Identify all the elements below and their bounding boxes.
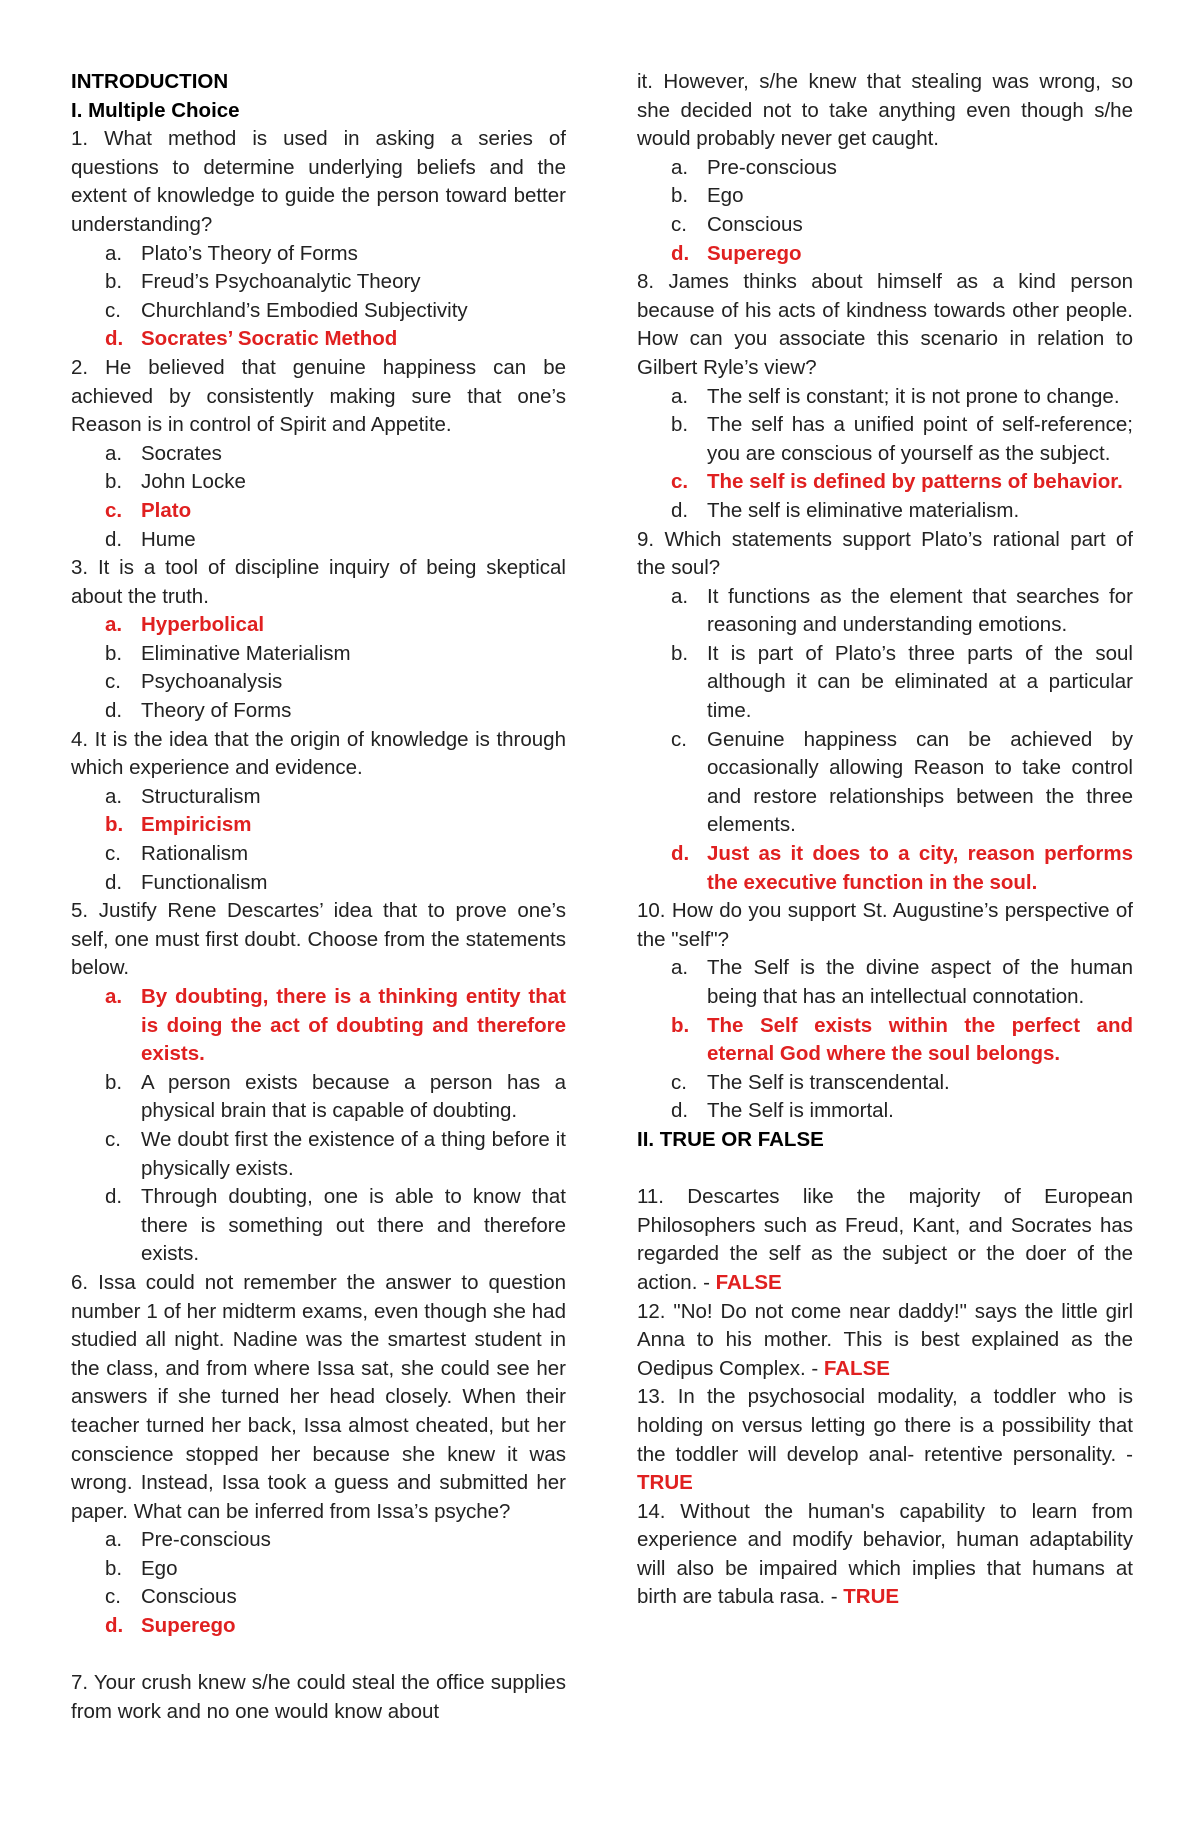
- question-text: 10. How do you support St. Augustine’s perspective of the "self"?: [637, 899, 1133, 951]
- option-letter: c.: [105, 842, 121, 866]
- option-text: Plato’s Theory of Forms: [141, 241, 358, 265]
- option-text: Conscious: [707, 212, 803, 236]
- option-text: Socrates’ Socratic Method: [141, 327, 398, 351]
- tf-statement: 12. "No! Do not come near daddy!" says the little girl Anna to his mother. This is best explained as the Oedipus Complex. -: [637, 1299, 1133, 1380]
- option-letter: d.: [105, 699, 123, 723]
- option-list: [637, 383, 1133, 526]
- tf-statement: 13. In the psychosocial modality, a toddler who is holding on versus letting go there is a possibility that the toddler will develop anal- retentive personality. -: [637, 1385, 1133, 1466]
- option-text: The self has a unified point of self-reference; you are conscious of yourself as the subject.: [707, 413, 1133, 465]
- option-letter: d.: [105, 527, 123, 551]
- option-letter: d.: [671, 498, 689, 522]
- option-letter: d.: [671, 842, 690, 866]
- option-letter: a.: [105, 613, 123, 637]
- option-list: [71, 1526, 566, 1640]
- option-text: Superego: [141, 1614, 236, 1638]
- option-a-answer: [71, 983, 566, 1069]
- option-letter: d.: [105, 327, 124, 351]
- option-letter: b.: [671, 641, 689, 665]
- option-letter: c.: [105, 298, 121, 322]
- question-7: [637, 68, 1133, 268]
- option-text: Socrates: [141, 441, 222, 465]
- question-3: [71, 554, 566, 726]
- option-text: A person exists because a person has a physical brain that is capable of doubting.: [141, 1070, 566, 1123]
- option-letter: a.: [671, 155, 689, 179]
- option-list: [71, 611, 566, 725]
- option-text: The Self is immortal.: [707, 1099, 894, 1123]
- option-c: [71, 840, 566, 869]
- option-text: We doubt first the existence of a thing before it physically exists.: [141, 1127, 566, 1180]
- question-6: [71, 1269, 566, 1641]
- option-b: [637, 640, 1133, 726]
- question-text: 2. He believed that genuine happiness can be achieved by consistently making sure that one’s Reason is in control of Spirit and Appetite.: [71, 355, 566, 437]
- question-5: [71, 897, 566, 1269]
- tf-item-13: [637, 1383, 1133, 1497]
- option-b: [637, 411, 1133, 468]
- blank-line: [637, 1155, 1133, 1184]
- option-letter: c.: [671, 212, 687, 236]
- option-text: Theory of Forms: [141, 699, 292, 723]
- option-letter: c.: [105, 1127, 121, 1151]
- option-letter: b.: [105, 1556, 123, 1580]
- option-d-answer: [71, 325, 566, 354]
- option-c-answer: [71, 497, 566, 526]
- option-letter: b.: [671, 184, 689, 208]
- option-a: [637, 383, 1133, 412]
- option-letter: c.: [671, 1070, 687, 1094]
- option-letter: d.: [105, 1614, 124, 1638]
- option-text: Superego: [707, 241, 802, 265]
- option-text: Churchland’s Embodied Subjectivity: [141, 298, 468, 322]
- option-text: Hume: [141, 527, 196, 551]
- question-7-text-continued: it. However, s/he knew that stealing was wrong, so she decided not to take anything even though s/he would probably never get caught.: [637, 70, 1133, 151]
- question-4: [71, 726, 566, 898]
- option-text: Pre-conscious: [707, 155, 837, 179]
- option-letter: a.: [105, 985, 123, 1008]
- tf-item-11: [637, 1183, 1133, 1297]
- option-text: Just as it does to a city, reason performs the executive function in the soul.: [707, 842, 1133, 894]
- option-text: Psychoanalysis: [141, 670, 283, 694]
- option-letter: c.: [105, 498, 123, 522]
- option-a: [637, 583, 1133, 640]
- tf-answer: TRUE: [843, 1585, 900, 1609]
- question-text: 4. It is the idea that the origin of knowledge is through which experience and evidence.: [71, 727, 566, 780]
- question-text: 3. It is a tool of discipline inquiry of being skeptical about the truth.: [71, 556, 566, 608]
- question-8: [637, 268, 1133, 525]
- option-b: [71, 640, 566, 669]
- option-letter: d.: [105, 870, 123, 894]
- question-text: 6. Issa could not remember the answer to question number 1 of her midterm exams, even though she had studied all night. Nadine was the smartest student in the class, and from where Issa sat, she could see her answers if she turned her head closely. When their teacher turned her back, Issa almost cheated, but her conscience stopped her because she knew it was wrong. Instead, Issa took a guess and submitted her paper. What can be inferred from Issa’s psyche?: [71, 1270, 566, 1523]
- option-letter: b.: [105, 270, 123, 294]
- option-text: Genuine happiness can be achieved by occasionally allowing Reason to take control and restore relationships between the three elements.: [707, 727, 1133, 837]
- option-b: [637, 182, 1133, 211]
- option-text: By doubting, there is a thinking entity that is doing the act of doubting and therefore exists.: [141, 985, 566, 1066]
- option-list: [637, 583, 1133, 898]
- blank-line: [71, 1641, 566, 1670]
- option-a: [71, 783, 566, 812]
- left-column: [71, 68, 566, 1726]
- option-text: Functionalism: [141, 870, 268, 894]
- tf-answer: FALSE: [715, 1270, 782, 1294]
- option-letter: b.: [671, 413, 689, 437]
- option-a: [637, 154, 1133, 183]
- option-d: [637, 497, 1133, 526]
- option-text: Plato: [141, 498, 192, 522]
- question-2: [71, 354, 566, 554]
- option-b-answer: [71, 811, 566, 840]
- option-letter: a.: [671, 956, 689, 980]
- option-d: [637, 1097, 1133, 1126]
- option-letter: c.: [105, 1585, 121, 1609]
- right-column: [637, 68, 1133, 1612]
- option-text: It functions as the element that searches for reasoning and understanding emotions.: [707, 584, 1133, 637]
- question-9: [637, 526, 1133, 898]
- option-list: [71, 983, 566, 1269]
- tf-statement: 14. Without the human's capability to learn from experience and modify behavior, human adaptability will also be impaired which implies that humans at birth are tabula rasa. -: [637, 1499, 1133, 1609]
- option-letter: a.: [105, 241, 123, 265]
- option-text: Ego: [707, 184, 744, 208]
- option-letter: b.: [105, 1070, 123, 1094]
- option-letter: c.: [671, 727, 687, 751]
- option-letter: a.: [671, 384, 689, 408]
- option-text: The Self exists within the perfect and eternal God where the soul belongs.: [707, 1013, 1133, 1066]
- option-letter: a.: [105, 441, 123, 465]
- question-10: [637, 897, 1133, 1126]
- option-d: [71, 869, 566, 898]
- question-text: 9. Which statements support Plato’s rational part of the soul?: [637, 527, 1133, 580]
- option-letter: d.: [105, 1185, 123, 1209]
- option-list: [637, 154, 1133, 268]
- option-a: [71, 1526, 566, 1555]
- tf-item-12: [637, 1298, 1133, 1384]
- question-text: 1. What method is used in asking a series of questions to determine underlying beliefs and the extent of knowledge to guide the person toward better understanding?: [71, 127, 566, 236]
- option-c: [71, 1126, 566, 1183]
- option-b: [71, 268, 566, 297]
- option-list: [637, 954, 1133, 1126]
- option-text: Through doubting, one is able to know that there is something out there and therefore exists.: [141, 1185, 566, 1266]
- option-text: Empiricism: [141, 813, 252, 837]
- question-text: 8. James thinks about himself as a kind person because of his acts of kindness towards other people. How can you associate this scenario in relation to Gilbert Ryle’s view?: [637, 270, 1133, 379]
- option-letter: b.: [105, 470, 123, 494]
- option-d-answer: [637, 840, 1133, 897]
- option-a-answer: [71, 611, 566, 640]
- option-c: [71, 668, 566, 697]
- option-d-answer: [71, 1612, 566, 1641]
- option-c-answer: [637, 468, 1133, 497]
- option-letter: c.: [671, 470, 689, 494]
- option-c: [71, 297, 566, 326]
- option-c: [637, 1069, 1133, 1098]
- tf-answer: FALSE: [823, 1356, 890, 1380]
- option-text: Ego: [141, 1556, 178, 1580]
- option-letter: c.: [105, 670, 121, 694]
- section-title-true-or-false: II. TRUE OR FALSE: [637, 1127, 824, 1151]
- option-d-answer: [637, 240, 1133, 269]
- section-title-multiple-choice: I. Multiple Choice: [71, 98, 240, 122]
- option-d: [71, 697, 566, 726]
- option-b: [71, 1069, 566, 1126]
- option-list: [71, 240, 566, 354]
- option-letter: d.: [671, 241, 690, 265]
- option-text: Pre-conscious: [141, 1528, 271, 1552]
- option-c: [71, 1583, 566, 1612]
- option-b: [71, 468, 566, 497]
- question-1: [71, 125, 566, 354]
- option-text: The self is defined by patterns of behavior.: [707, 470, 1123, 494]
- option-d: [71, 526, 566, 555]
- option-list: [71, 440, 566, 554]
- option-text: Eliminative Materialism: [141, 641, 351, 665]
- option-text: Freud’s Psychoanalytic Theory: [141, 270, 421, 294]
- option-letter: d.: [671, 1099, 689, 1123]
- option-text: It is part of Plato’s three parts of the soul although it can be eliminated at a particular time.: [707, 641, 1133, 723]
- tf-item-14: [637, 1498, 1133, 1612]
- option-list: [71, 783, 566, 897]
- option-a: [637, 954, 1133, 1011]
- option-letter: a.: [671, 584, 689, 608]
- document-heading: INTRODUCTION: [71, 70, 229, 93]
- option-a: [71, 240, 566, 269]
- option-text: The Self is transcendental.: [707, 1070, 950, 1094]
- option-letter: a.: [105, 1528, 123, 1552]
- option-c: [637, 726, 1133, 840]
- option-text: The self is constant; it is not prone to change.: [707, 384, 1120, 408]
- option-letter: b.: [105, 641, 123, 665]
- option-text: Structuralism: [141, 784, 261, 808]
- option-b: [71, 1555, 566, 1584]
- question-text: 5. Justify Rene Descartes’ idea that to prove one’s self, one must first doubt. Choose from the statements below.: [71, 899, 566, 980]
- tf-answer: TRUE: [637, 1471, 693, 1495]
- option-d: [71, 1183, 566, 1269]
- option-text: The self is eliminative materialism.: [707, 498, 1020, 522]
- option-text: Hyperbolical: [141, 613, 265, 637]
- option-text: Rationalism: [141, 842, 249, 866]
- option-c: [637, 211, 1133, 240]
- tf-statement: 11. Descartes like the majority of European Philosophers such as Freud, Kant, and Socrates has regarded the self as the subject or the doer of the action. -: [637, 1185, 1133, 1294]
- option-text: Conscious: [141, 1585, 237, 1609]
- question-7-text-start: 7. Your crush knew s/he could steal the office supplies from work and no one would know about: [71, 1671, 566, 1723]
- option-letter: b.: [105, 813, 124, 837]
- option-a: [71, 440, 566, 469]
- option-text: The Self is the divine aspect of the human being that has an intellectual connotation.: [707, 956, 1133, 1008]
- option-text: John Locke: [141, 470, 246, 494]
- option-letter: b.: [671, 1013, 690, 1037]
- option-b-answer: [637, 1012, 1133, 1069]
- option-letter: a.: [105, 784, 123, 808]
